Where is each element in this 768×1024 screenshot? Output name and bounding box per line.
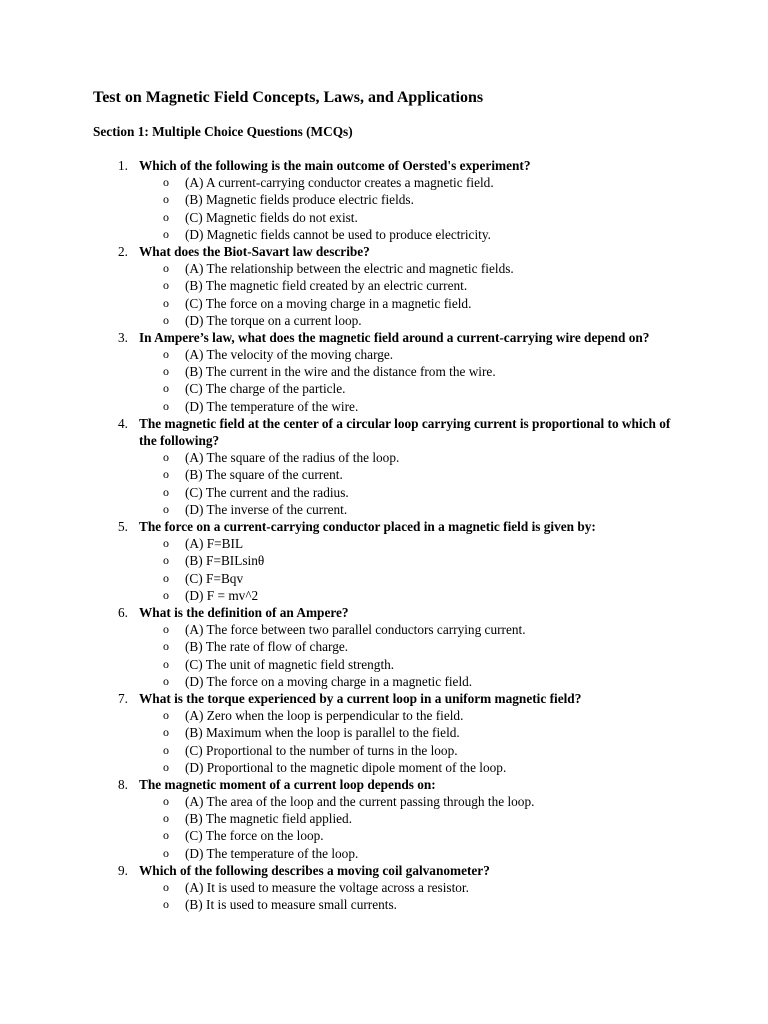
question-number: 3.	[118, 329, 128, 345]
question-text: Which of the following is the main outcome of Oersted's experiment?	[139, 158, 531, 173]
option-text: (D) The temperature of the loop.	[185, 845, 359, 861]
answer-option	[0, 879, 768, 896]
option-list	[0, 260, 768, 329]
option-list	[0, 449, 768, 518]
answer-option	[0, 174, 768, 191]
question-text: The force on a current-carrying conductor placed in a magnetic field is given by:	[139, 519, 596, 535]
question-text: In Ampere’s law, what does the magnetic field around a current-carrying wire depend on?	[139, 329, 650, 345]
answer-option	[0, 742, 768, 759]
bullet-marker: o	[163, 845, 169, 860]
option-text: (D) F = mv^2	[185, 587, 259, 603]
option-text: (A) The relationship between the electric and magnetic fields.	[185, 261, 514, 277]
bullet-marker: o	[163, 639, 169, 654]
option-list	[0, 621, 768, 690]
question-number: 8.	[118, 776, 128, 792]
option-list	[0, 174, 768, 243]
option-text: (A) It is used to measure the voltage across a resistor.	[185, 880, 469, 896]
bullet-marker: o	[163, 175, 169, 190]
answer-option	[0, 707, 768, 724]
answer-option	[0, 552, 768, 569]
bullet-marker: o	[163, 622, 169, 637]
bullet-marker: o	[163, 484, 169, 499]
bullet-marker: o	[163, 811, 169, 826]
option-text: (B) The magnetic field applied.	[185, 811, 353, 827]
question-item	[0, 604, 768, 690]
answer-option	[0, 449, 768, 466]
bullet-marker: o	[163, 312, 169, 327]
bullet-marker: o	[163, 295, 169, 310]
option-text: (A) The force between two parallel conductors carrying current.	[185, 622, 526, 638]
question-list	[0, 157, 768, 913]
option-text: (C) The unit of magnetic field strength.	[185, 656, 395, 672]
answer-option	[0, 380, 768, 397]
option-text: (B) The square of the current.	[185, 467, 343, 483]
question-number: 5.	[118, 519, 128, 535]
bullet-marker: o	[163, 364, 169, 379]
question-number: 1.	[118, 158, 128, 173]
option-text: (C) The force on the loop.	[185, 828, 324, 844]
option-text: (A) The square of the radius of the loop.	[185, 450, 400, 466]
option-text: (B) Maximum when the loop is parallel to the field.	[185, 725, 460, 741]
option-list	[0, 879, 768, 913]
option-text: (D) The temperature of the wire.	[185, 398, 359, 414]
bullet-marker: o	[163, 553, 169, 568]
answer-option	[0, 466, 768, 483]
answer-option	[0, 501, 768, 518]
answer-option	[0, 191, 768, 208]
question-text: What does the Biot-Savart law describe?	[139, 243, 370, 259]
option-text: (D) The inverse of the current.	[185, 501, 348, 517]
bullet-marker: o	[163, 501, 169, 516]
bullet-marker: o	[163, 398, 169, 413]
option-text: (D) The force on a moving charge in a magnetic field.	[185, 673, 473, 689]
bullet-marker: o	[163, 656, 169, 671]
answer-option	[0, 724, 768, 741]
option-text: (A) Zero when the loop is perpendicular to the field.	[185, 708, 464, 724]
bullet-marker: o	[163, 226, 169, 241]
option-list	[0, 535, 768, 604]
bullet-marker: o	[163, 192, 169, 207]
bullet-marker: o	[163, 467, 169, 482]
answer-option	[0, 346, 768, 363]
answer-option	[0, 673, 768, 690]
bullet-marker: o	[163, 209, 169, 224]
question-text: Which of the following describes a moving coil galvanometer?	[139, 862, 490, 878]
bullet-marker: o	[163, 536, 169, 551]
option-text: (C) Proportional to the number of turns in the loop.	[185, 742, 458, 758]
option-text: (D) The torque on a current loop.	[185, 312, 362, 328]
option-text: (C) The charge of the particle.	[185, 381, 346, 397]
bullet-marker: o	[163, 708, 169, 723]
answer-option	[0, 845, 768, 862]
question-item	[0, 776, 768, 862]
question-text: What is the definition of an Ampere?	[139, 604, 349, 620]
question-text: What is the torque experienced by a current loop in a uniform magnetic field?	[139, 690, 582, 706]
question-number: 6.	[118, 604, 128, 620]
answer-option	[0, 260, 768, 277]
option-text: (D) Proportional to the magnetic dipole moment of the loop.	[185, 759, 507, 775]
option-text: (A) A current-carrying conductor creates a magnetic field.	[185, 175, 494, 191]
question-number: 9.	[118, 862, 128, 878]
bullet-marker: o	[163, 570, 169, 585]
answer-option	[0, 398, 768, 415]
question-item	[0, 329, 768, 415]
question-item	[0, 415, 768, 518]
answer-option	[0, 535, 768, 552]
question-item	[0, 243, 768, 329]
bullet-marker: o	[163, 828, 169, 843]
bullet-marker: o	[163, 897, 169, 912]
bullet-marker: o	[163, 880, 169, 895]
bullet-marker: o	[163, 794, 169, 809]
bullet-marker: o	[163, 347, 169, 362]
answer-option	[0, 295, 768, 312]
bullet-marker: o	[163, 278, 169, 293]
option-text: (B) Magnetic fields produce electric fields.	[185, 192, 414, 208]
answer-option	[0, 638, 768, 655]
option-text: (C) The current and the radius.	[185, 484, 349, 500]
bullet-marker: o	[163, 450, 169, 465]
option-text: (D) Magnetic fields cannot be used to produce electricity.	[185, 226, 491, 242]
answer-option	[0, 587, 768, 604]
option-text: (A) The area of the loop and the current passing through the loop.	[185, 794, 535, 810]
question-number: 4.	[118, 415, 128, 431]
answer-option	[0, 656, 768, 673]
option-text: (B) F=BILsinθ	[185, 553, 265, 569]
option-list	[0, 707, 768, 776]
answer-option	[0, 312, 768, 329]
answer-option	[0, 484, 768, 501]
bullet-marker: o	[163, 381, 169, 396]
answer-option	[0, 277, 768, 294]
option-text: (B) The magnetic field created by an electric current.	[185, 278, 468, 294]
bullet-marker: o	[163, 725, 169, 740]
question-item	[0, 690, 768, 776]
option-text: (A) F=BIL	[185, 536, 244, 552]
option-list	[0, 346, 768, 415]
answer-option	[0, 209, 768, 226]
question-text: The magnetic moment of a current loop depends on:	[139, 776, 436, 792]
answer-option	[0, 570, 768, 587]
option-text: (B) It is used to measure small currents.	[185, 897, 397, 913]
option-text: (C) F=Bqv	[185, 570, 244, 586]
answer-option	[0, 363, 768, 380]
option-text: (C) The force on a moving charge in a magnetic field.	[185, 295, 472, 311]
bullet-marker: o	[163, 587, 169, 602]
answer-option	[0, 827, 768, 844]
bullet-marker: o	[163, 742, 169, 757]
option-text: (B) The current in the wire and the distance from the wire.	[185, 364, 496, 380]
question-item	[0, 518, 768, 604]
bullet-marker: o	[163, 261, 169, 276]
question-number: 7.	[118, 690, 128, 706]
document-title: Test on Magnetic Field Concepts, Laws, and Applications	[93, 89, 484, 106]
option-text: (C) Magnetic fields do not exist.	[185, 209, 358, 225]
question-text: The magnetic field at the center of a circular loop carrying current is proportional to which of the following?	[139, 415, 671, 449]
answer-option	[0, 226, 768, 243]
question-number: 2.	[118, 243, 128, 259]
answer-option	[0, 793, 768, 810]
answer-option	[0, 759, 768, 776]
question-item	[0, 862, 768, 914]
bullet-marker: o	[163, 673, 169, 688]
option-text: (A) The velocity of the moving charge.	[185, 347, 394, 363]
answer-option	[0, 810, 768, 827]
option-list	[0, 793, 768, 862]
answer-option	[0, 621, 768, 638]
question-item	[0, 157, 768, 243]
section-title: Section 1: Multiple Choice Questions (MCQs)	[93, 124, 353, 139]
answer-option	[0, 896, 768, 913]
option-text: (B) The rate of flow of charge.	[185, 639, 349, 655]
bullet-marker: o	[163, 759, 169, 774]
